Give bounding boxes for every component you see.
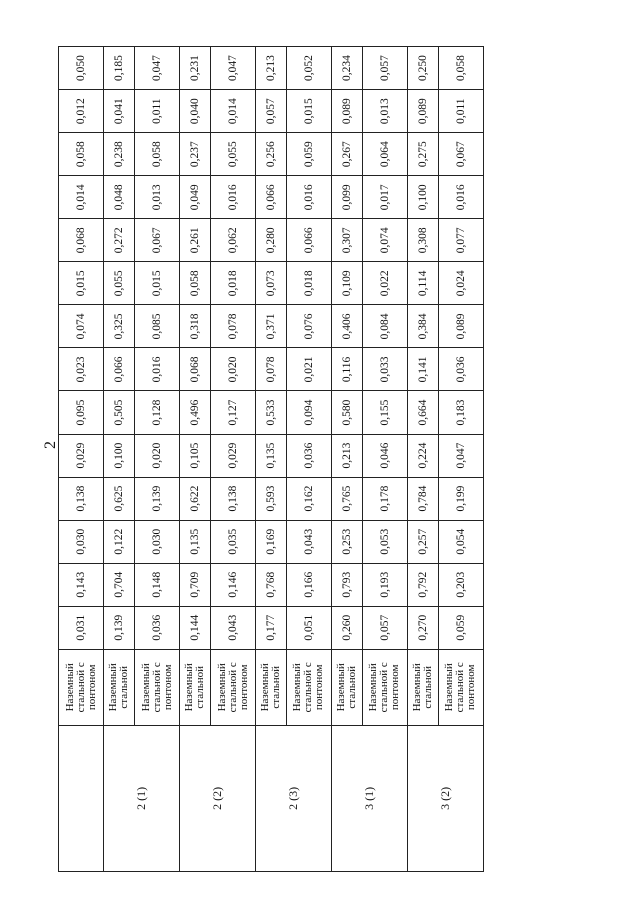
value-cell: 0,183	[438, 391, 483, 434]
value-cell: 0,084	[362, 305, 407, 348]
value-cell: 0,143	[59, 563, 104, 606]
value-cell: 0,017	[362, 176, 407, 219]
tank-type-cell: Наземный стальной с понтоном	[210, 649, 255, 725]
value-cell: 0,029	[59, 434, 104, 477]
value-cell: 0,051	[286, 606, 331, 649]
value-cell: 0,035	[210, 520, 255, 563]
value-cell: 0,533	[256, 391, 287, 434]
value-cell: 0,058	[134, 133, 179, 176]
value-cell: 0,139	[134, 477, 179, 520]
value-cell: 0,371	[256, 305, 287, 348]
value-cell: 0,073	[256, 262, 287, 305]
value-cell: 0,318	[180, 305, 211, 348]
value-cell: 0,089	[438, 305, 483, 348]
value-cell: 0,020	[210, 348, 255, 391]
value-cell: 0,100	[408, 176, 439, 219]
value-cell: 0,013	[134, 176, 179, 219]
value-cell: 0,100	[104, 434, 135, 477]
value-cell: 0,018	[286, 262, 331, 305]
value-cell: 0,270	[408, 606, 439, 649]
group-label-cell	[59, 725, 104, 871]
tank-type-cell: Наземный стальной с понтоном	[362, 649, 407, 725]
value-cell: 0,015	[286, 90, 331, 133]
value-cell: 0,138	[59, 477, 104, 520]
value-cell: 0,146	[210, 563, 255, 606]
value-cell: 0,030	[134, 520, 179, 563]
value-cell: 0,057	[362, 47, 407, 90]
tank-type-cell: Наземный стальной	[408, 649, 439, 725]
value-cell: 0,099	[332, 176, 363, 219]
value-cell: 0,177	[256, 606, 287, 649]
value-cell: 0,078	[210, 305, 255, 348]
value-cell: 0,257	[408, 520, 439, 563]
value-cell: 0,260	[332, 606, 363, 649]
value-cell: 0,135	[256, 434, 287, 477]
value-cell: 0,055	[210, 133, 255, 176]
value-cell: 0,068	[59, 219, 104, 262]
value-cell: 0,275	[408, 133, 439, 176]
value-cell: 0,047	[210, 47, 255, 90]
value-cell: 0,043	[210, 606, 255, 649]
value-cell: 0,041	[104, 90, 135, 133]
value-cell: 0,116	[332, 348, 363, 391]
value-cell: 0,031	[59, 606, 104, 649]
value-cell: 0,384	[408, 305, 439, 348]
value-cell: 0,580	[332, 391, 363, 434]
value-cell: 0,013	[362, 90, 407, 133]
value-cell: 0,128	[134, 391, 179, 434]
value-cell: 0,021	[286, 348, 331, 391]
value-cell: 0,625	[104, 477, 135, 520]
value-cell: 0,066	[286, 219, 331, 262]
value-cell: 0,139	[104, 606, 135, 649]
value-cell: 0,066	[104, 348, 135, 391]
value-cell: 0,066	[256, 176, 287, 219]
value-cell: 0,155	[362, 391, 407, 434]
value-cell: 0,095	[59, 391, 104, 434]
value-cell: 0,057	[256, 90, 287, 133]
value-cell: 0,622	[180, 477, 211, 520]
value-cell: 0,138	[210, 477, 255, 520]
value-cell: 0,203	[438, 563, 483, 606]
value-cell: 0,307	[332, 219, 363, 262]
value-cell: 0,169	[256, 520, 287, 563]
value-cell: 0,234	[332, 47, 363, 90]
value-cell: 0,135	[180, 520, 211, 563]
value-cell: 0,048	[104, 176, 135, 219]
value-cell: 0,237	[180, 133, 211, 176]
value-cell: 0,505	[104, 391, 135, 434]
value-cell: 0,272	[104, 219, 135, 262]
value-cell: 0,280	[256, 219, 287, 262]
value-cell: 0,058	[59, 133, 104, 176]
value-cell: 0,016	[210, 176, 255, 219]
value-cell: 0,193	[362, 563, 407, 606]
value-cell: 0,011	[134, 90, 179, 133]
value-cell: 0,089	[408, 90, 439, 133]
data-table	[58, 46, 484, 872]
value-cell: 0,089	[332, 90, 363, 133]
page-number: 2	[42, 441, 59, 449]
value-cell: 0,062	[210, 219, 255, 262]
value-cell: 0,074	[59, 305, 104, 348]
value-cell: 0,036	[134, 606, 179, 649]
value-cell: 0,011	[438, 90, 483, 133]
table-row	[256, 47, 287, 872]
value-cell: 0,020	[134, 434, 179, 477]
rotated-table-container	[58, 46, 484, 872]
value-cell: 0,162	[286, 477, 331, 520]
value-cell: 0,053	[362, 520, 407, 563]
value-cell: 0,023	[59, 348, 104, 391]
value-cell: 0,593	[256, 477, 287, 520]
value-cell: 0,014	[210, 90, 255, 133]
value-cell: 0,077	[438, 219, 483, 262]
value-cell: 0,016	[286, 176, 331, 219]
value-cell: 0,261	[180, 219, 211, 262]
value-cell: 0,018	[210, 262, 255, 305]
table-row	[332, 47, 363, 872]
value-cell: 0,496	[180, 391, 211, 434]
tank-type-cell: Наземный стальной	[180, 649, 211, 725]
value-cell: 0,085	[134, 305, 179, 348]
value-cell: 0,199	[438, 477, 483, 520]
value-cell: 0,213	[256, 47, 287, 90]
group-label-cell: 2 (1)	[104, 725, 180, 871]
value-cell: 0,074	[362, 219, 407, 262]
table-body	[59, 47, 484, 872]
value-cell: 0,122	[104, 520, 135, 563]
value-cell: 0,664	[408, 391, 439, 434]
value-cell: 0,030	[59, 520, 104, 563]
value-cell: 0,213	[332, 434, 363, 477]
group-label-cell: 2 (3)	[256, 725, 332, 871]
value-cell: 0,141	[408, 348, 439, 391]
value-cell: 0,144	[180, 606, 211, 649]
value-cell: 0,016	[134, 348, 179, 391]
value-cell: 0,067	[134, 219, 179, 262]
value-cell: 0,178	[362, 477, 407, 520]
value-cell: 0,047	[438, 434, 483, 477]
value-cell: 0,050	[59, 47, 104, 90]
group-label-cell: 2 (2)	[180, 725, 256, 871]
value-cell: 0,047	[134, 47, 179, 90]
value-cell: 0,166	[286, 563, 331, 606]
value-cell: 0,094	[286, 391, 331, 434]
value-cell: 0,765	[332, 477, 363, 520]
value-cell: 0,040	[180, 90, 211, 133]
value-cell: 0,059	[286, 133, 331, 176]
value-cell: 0,114	[408, 262, 439, 305]
tank-type-cell: Наземный стальной	[256, 649, 287, 725]
value-cell: 0,792	[408, 563, 439, 606]
value-cell: 0,793	[332, 563, 363, 606]
value-cell: 0,704	[104, 563, 135, 606]
value-cell: 0,709	[180, 563, 211, 606]
value-cell: 0,024	[438, 262, 483, 305]
value-cell: 0,224	[408, 434, 439, 477]
table-row	[104, 47, 135, 872]
value-cell: 0,105	[180, 434, 211, 477]
value-cell: 0,014	[59, 176, 104, 219]
value-cell: 0,067	[438, 133, 483, 176]
value-cell: 0,064	[362, 133, 407, 176]
value-cell: 0,148	[134, 563, 179, 606]
value-cell: 0,012	[59, 90, 104, 133]
value-cell: 0,054	[438, 520, 483, 563]
tank-type-cell: Наземный стальной с понтоном	[134, 649, 179, 725]
value-cell: 0,185	[104, 47, 135, 90]
value-cell: 0,784	[408, 477, 439, 520]
value-cell: 0,059	[438, 606, 483, 649]
tank-type-cell: Наземный стальной	[332, 649, 363, 725]
value-cell: 0,015	[134, 262, 179, 305]
value-cell: 0,057	[362, 606, 407, 649]
value-cell: 0,231	[180, 47, 211, 90]
value-cell: 0,052	[286, 47, 331, 90]
group-label-cell: 3 (2)	[408, 725, 484, 871]
table-row	[408, 47, 439, 872]
value-cell: 0,325	[104, 305, 135, 348]
group-label-cell: 3 (1)	[332, 725, 408, 871]
tank-type-cell: Наземный стальной с понтоном	[286, 649, 331, 725]
value-cell: 0,016	[438, 176, 483, 219]
tank-type-cell: Наземный стальной	[104, 649, 135, 725]
value-cell: 0,076	[286, 305, 331, 348]
value-cell: 0,033	[362, 348, 407, 391]
value-cell: 0,046	[362, 434, 407, 477]
value-cell: 0,043	[286, 520, 331, 563]
value-cell: 0,250	[408, 47, 439, 90]
value-cell: 0,036	[438, 348, 483, 391]
value-cell: 0,253	[332, 520, 363, 563]
value-cell: 0,049	[180, 176, 211, 219]
tank-type-cell: Наземный стальной с понтоном	[438, 649, 483, 725]
value-cell: 0,406	[332, 305, 363, 348]
table-row	[59, 47, 104, 872]
value-cell: 0,768	[256, 563, 287, 606]
tank-type-cell: Наземный стальной с понтоном	[59, 649, 104, 725]
value-cell: 0,022	[362, 262, 407, 305]
value-cell: 0,058	[180, 262, 211, 305]
value-cell: 0,036	[286, 434, 331, 477]
value-cell: 0,308	[408, 219, 439, 262]
value-cell: 0,238	[104, 133, 135, 176]
value-cell: 0,267	[332, 133, 363, 176]
value-cell: 0,029	[210, 434, 255, 477]
value-cell: 0,127	[210, 391, 255, 434]
value-cell: 0,256	[256, 133, 287, 176]
table-row	[180, 47, 211, 872]
value-cell: 0,078	[256, 348, 287, 391]
value-cell: 0,058	[438, 47, 483, 90]
value-cell: 0,109	[332, 262, 363, 305]
value-cell: 0,055	[104, 262, 135, 305]
value-cell: 0,015	[59, 262, 104, 305]
value-cell: 0,068	[180, 348, 211, 391]
